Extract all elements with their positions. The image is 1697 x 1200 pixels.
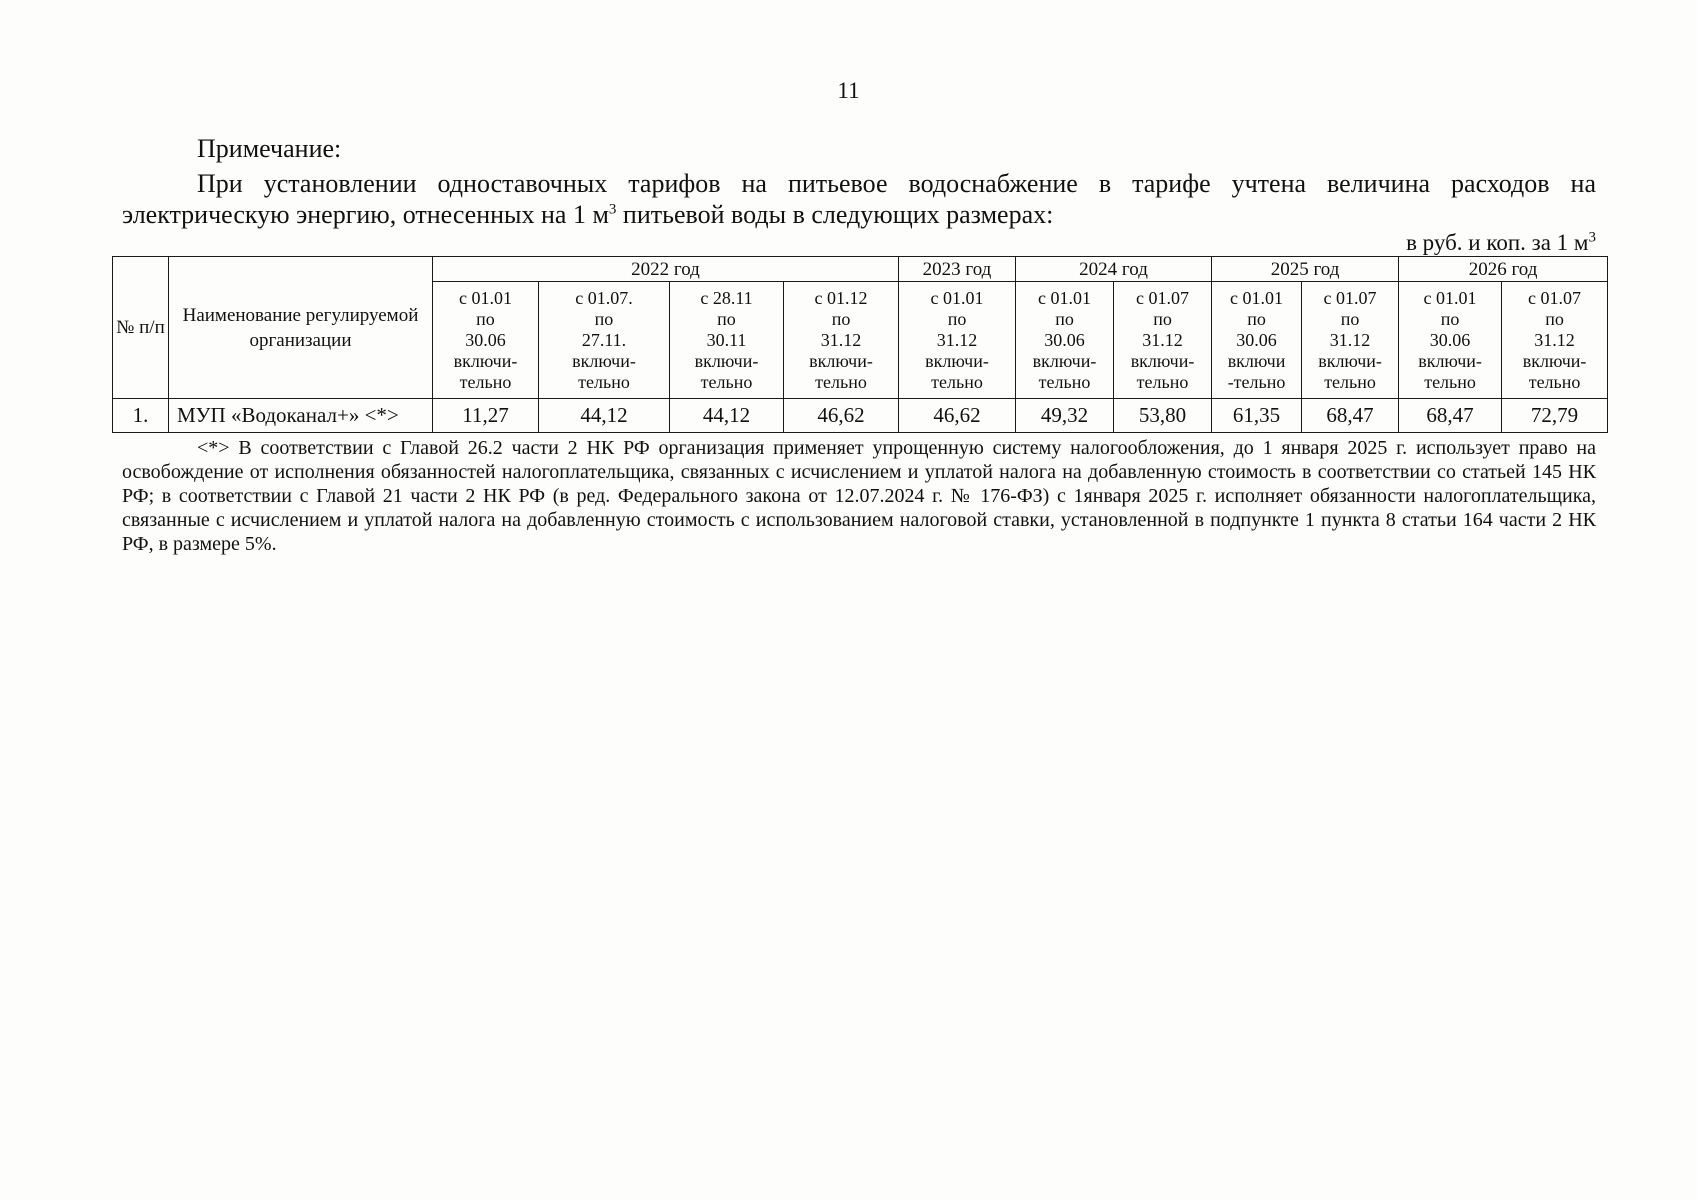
value-cell: 49,32: [1016, 399, 1114, 433]
note-text: [122, 168, 1596, 230]
header-year-2023: 2023 год: [899, 257, 1016, 282]
value-cell: 72,79: [1502, 399, 1608, 433]
value-cell: 68,47: [1399, 399, 1502, 433]
value-cell: 11,27: [433, 399, 539, 433]
value-cell: 46,62: [899, 399, 1016, 433]
value-cell: 44,12: [670, 399, 784, 433]
page-number: 11: [837, 78, 860, 103]
value-cell: 61,35: [1212, 399, 1302, 433]
header-year-2022: 2022 год: [433, 257, 899, 282]
value-cell: 68,47: [1302, 399, 1399, 433]
table-header-years: [113, 257, 1608, 282]
period-cell: с 28.11 по 30.11 включи- тельно: [670, 282, 784, 399]
header-year-2024: 2024 год: [1016, 257, 1212, 282]
note-title: Примечание:: [197, 134, 342, 163]
period-cell: с 01.01 по 31.12 включи- тельно: [899, 282, 1016, 399]
note-text-main: При установлении одноставочных тарифов на питьевое водоснабжение в тарифе учтена величина расходов на электрическую энергию, отнесенных на 1 м: [122, 169, 1596, 229]
header-organization: Наименование регулируемой организации: [169, 257, 433, 399]
value-cell: 44,12: [539, 399, 670, 433]
period-cell: с 01.01 по 30.06 включи- тельно: [433, 282, 539, 399]
period-cell: с 01.07 по 31.12 включи- тельно: [1302, 282, 1399, 399]
period-cell: с 01.01 по 30.06 включи- тельно: [1399, 282, 1502, 399]
period-cell: с 01.07. по 27.11. включи- тельно: [539, 282, 670, 399]
footnote: <*> В соответствии с Главой 26.2 части 2 НК РФ организация применяет упрощенную систему налогообложения, до 1 января 2025 г. использует право на освобождение от исполнения обязанностей налогоплательщика, связанных с исчислением и уплатой налога на добавленную стоимость в соответствии со статьей 145 НК РФ; в соответствии с Главой 21 части 2 НК РФ (в ред. Федерального закона от 12.07.2024 г. № 176-ФЗ) с 1января 2025 г. исполняет обязанности налогоплательщика, связанные с исчислением и уплатой налога на добавленную стоимость с использованием налоговой ставки, установленной в подпункте 1 пункта 8 статьи 164 части 2 НК РФ, в размере 5%.: [122, 437, 1596, 555]
unit-label-text: в руб. и коп. за 1 м: [1406, 230, 1589, 255]
value-cell: 46,62: [784, 399, 899, 433]
period-cell: с 01.07 по 31.12 включи- тельно: [1502, 282, 1608, 399]
row-organization: МУП «Водоканал+» <*>: [169, 399, 433, 433]
period-cell: с 01.07 по 31.12 включи- тельно: [1114, 282, 1212, 399]
header-year-2026: 2026 год: [1399, 257, 1608, 282]
row-number: 1.: [113, 399, 169, 433]
value-cell: 53,80: [1114, 399, 1212, 433]
unit-label: [1406, 230, 1596, 256]
unit-label-sup: 3: [1588, 229, 1596, 246]
period-cell: с 01.12 по 31.12 включи- тельно: [784, 282, 899, 399]
header-number: № п/п: [113, 257, 169, 399]
period-cell: с 01.01 по 30.06 включи- тельно: [1016, 282, 1114, 399]
header-year-2025: 2025 год: [1212, 257, 1399, 282]
period-cell: с 01.01 по 30.06 включи -тельно: [1212, 282, 1302, 399]
note-text-sup: 3: [608, 201, 617, 218]
note-text-end: питьевой воды в следующих размерах:: [616, 200, 1054, 229]
table-row: [113, 399, 1608, 433]
tariff-table: [112, 256, 1608, 433]
